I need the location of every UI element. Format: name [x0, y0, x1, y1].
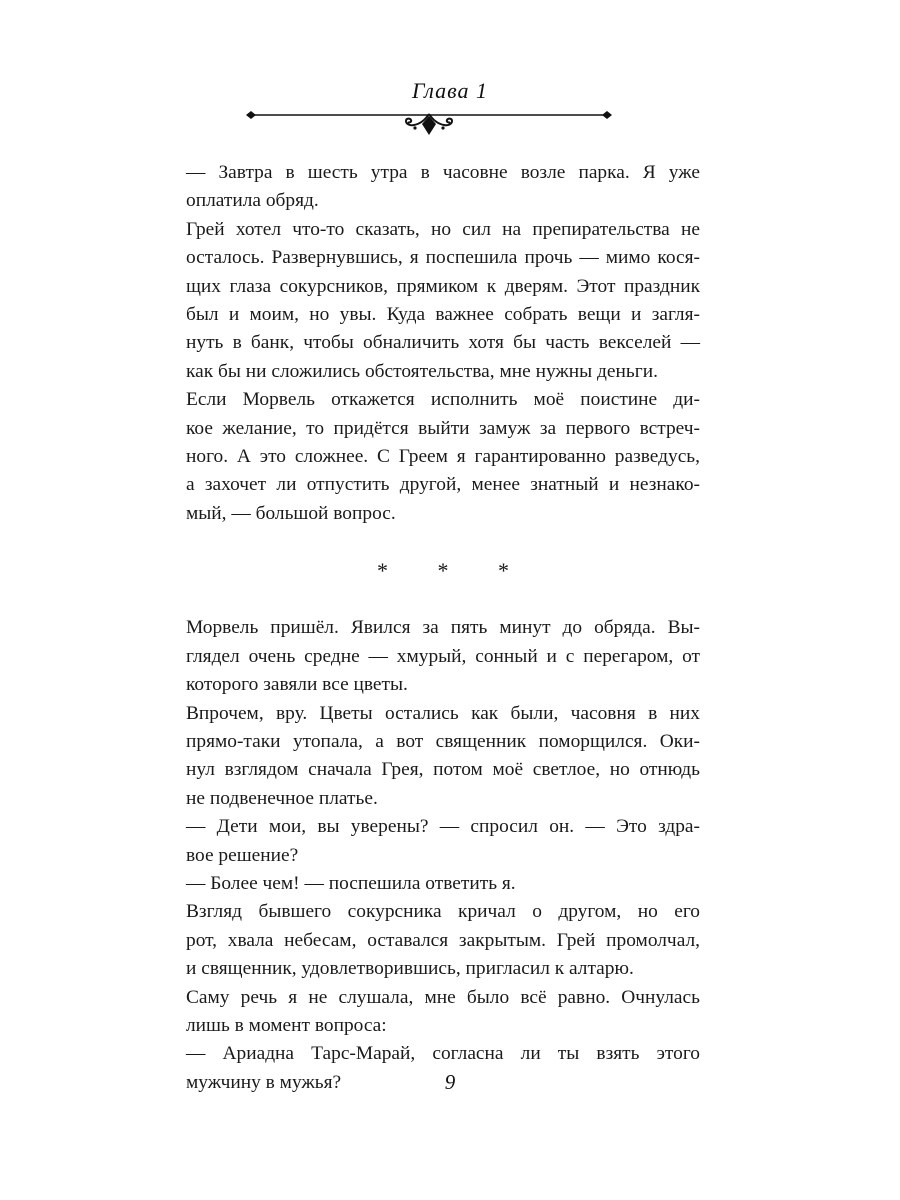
text-line: а захочет ли отпустить другой, менее знатный и незнако- [186, 474, 700, 496]
text-line: Взгляд бывшего сокурсника кричал о другом, но его [186, 901, 700, 923]
text-line: — Завтра в шесть утра в часовне возле парка. Я уже [186, 162, 700, 183]
text-line: которого завяли все цветы. [186, 674, 408, 696]
section-separator: * * * [377, 558, 531, 584]
chapter-ornament-icon [244, 102, 614, 138]
paragraph [186, 159, 700, 216]
text-line: нуть в банк, чтобы обналичить хотя бы часть векселей — [186, 332, 700, 354]
paragraph [186, 614, 700, 699]
text-line: — Ариадна Тарс-Марай, согласна ли ты взять этого [186, 1043, 700, 1065]
text-line: вое решение? [186, 844, 299, 866]
text-line: — Дети мои, вы уверены? — спросил он. — Это здра- [186, 816, 700, 838]
text-line: Морвель пришёл. Явился за пять минут до обряда. Вы- [186, 617, 700, 639]
paragraph [186, 870, 700, 898]
paragraph [186, 700, 700, 814]
paragraph [186, 984, 700, 1041]
paragraph [186, 386, 700, 528]
text-line: нул взглядом сначала Грея, потом моё светлое, но отнюдь [186, 759, 700, 781]
text-line: — Более чем! — поспешила ответить я. [186, 872, 516, 894]
page-header [0, 78, 900, 138]
text-line: и священник, удовлетворившись, пригласил к алтарю. [186, 958, 634, 980]
text-line: не подвенечное платье. [186, 787, 378, 809]
text-line: был и моим, но увы. Куда важнее собрать вещи и загля- [186, 304, 700, 326]
paragraph [186, 216, 700, 386]
chapter-title: Глава 1 [411, 78, 489, 103]
text-line: кое желание, то придётся выйти замуж за первого встреч- [186, 417, 700, 439]
text-line: щих глаза сокурсников, прямиком к дверям. Этот праздник [186, 275, 700, 297]
text-line: мый, — большой вопрос. [186, 502, 396, 524]
paragraph [186, 898, 700, 983]
text-line: глядел очень средне — хмурый, сонный и с перегаром, от [186, 645, 700, 667]
text-line: мужчину в мужья? [186, 1071, 342, 1093]
paragraph [186, 813, 700, 870]
text-line: лишь в момент вопроса: [186, 1014, 387, 1036]
text-line: рот, хвала небесам, оставался закрытым. Грей промолчал, [186, 929, 700, 951]
text-line: Грей хотел что-то сказать, но сил на препирательства не [186, 218, 700, 240]
text-line: осталось. Развернувшись, я поспешила прочь — мимо кося- [186, 247, 700, 269]
text-line: Саму речь я не слушала, мне было всё равно. Очнулась [186, 986, 700, 1008]
page-number: 9 [444, 1070, 456, 1094]
text-line: прямо-таки утопала, а вот священник поморщился. Оки- [186, 730, 700, 752]
text-line: оплатила обряд. [186, 190, 319, 212]
text-line: Если Морвель откажется исполнить моё поистине ди- [186, 389, 700, 411]
body-text [186, 159, 700, 1097]
text-line: как бы ни сложились обстоятельства, мне нужны деньги. [186, 360, 658, 382]
text-line: Впрочем, вру. Цветы остались как были, часовня в них [186, 702, 700, 724]
text-line: ного. А это сложнее. С Греем я гарантированно разведусь, [186, 446, 700, 468]
